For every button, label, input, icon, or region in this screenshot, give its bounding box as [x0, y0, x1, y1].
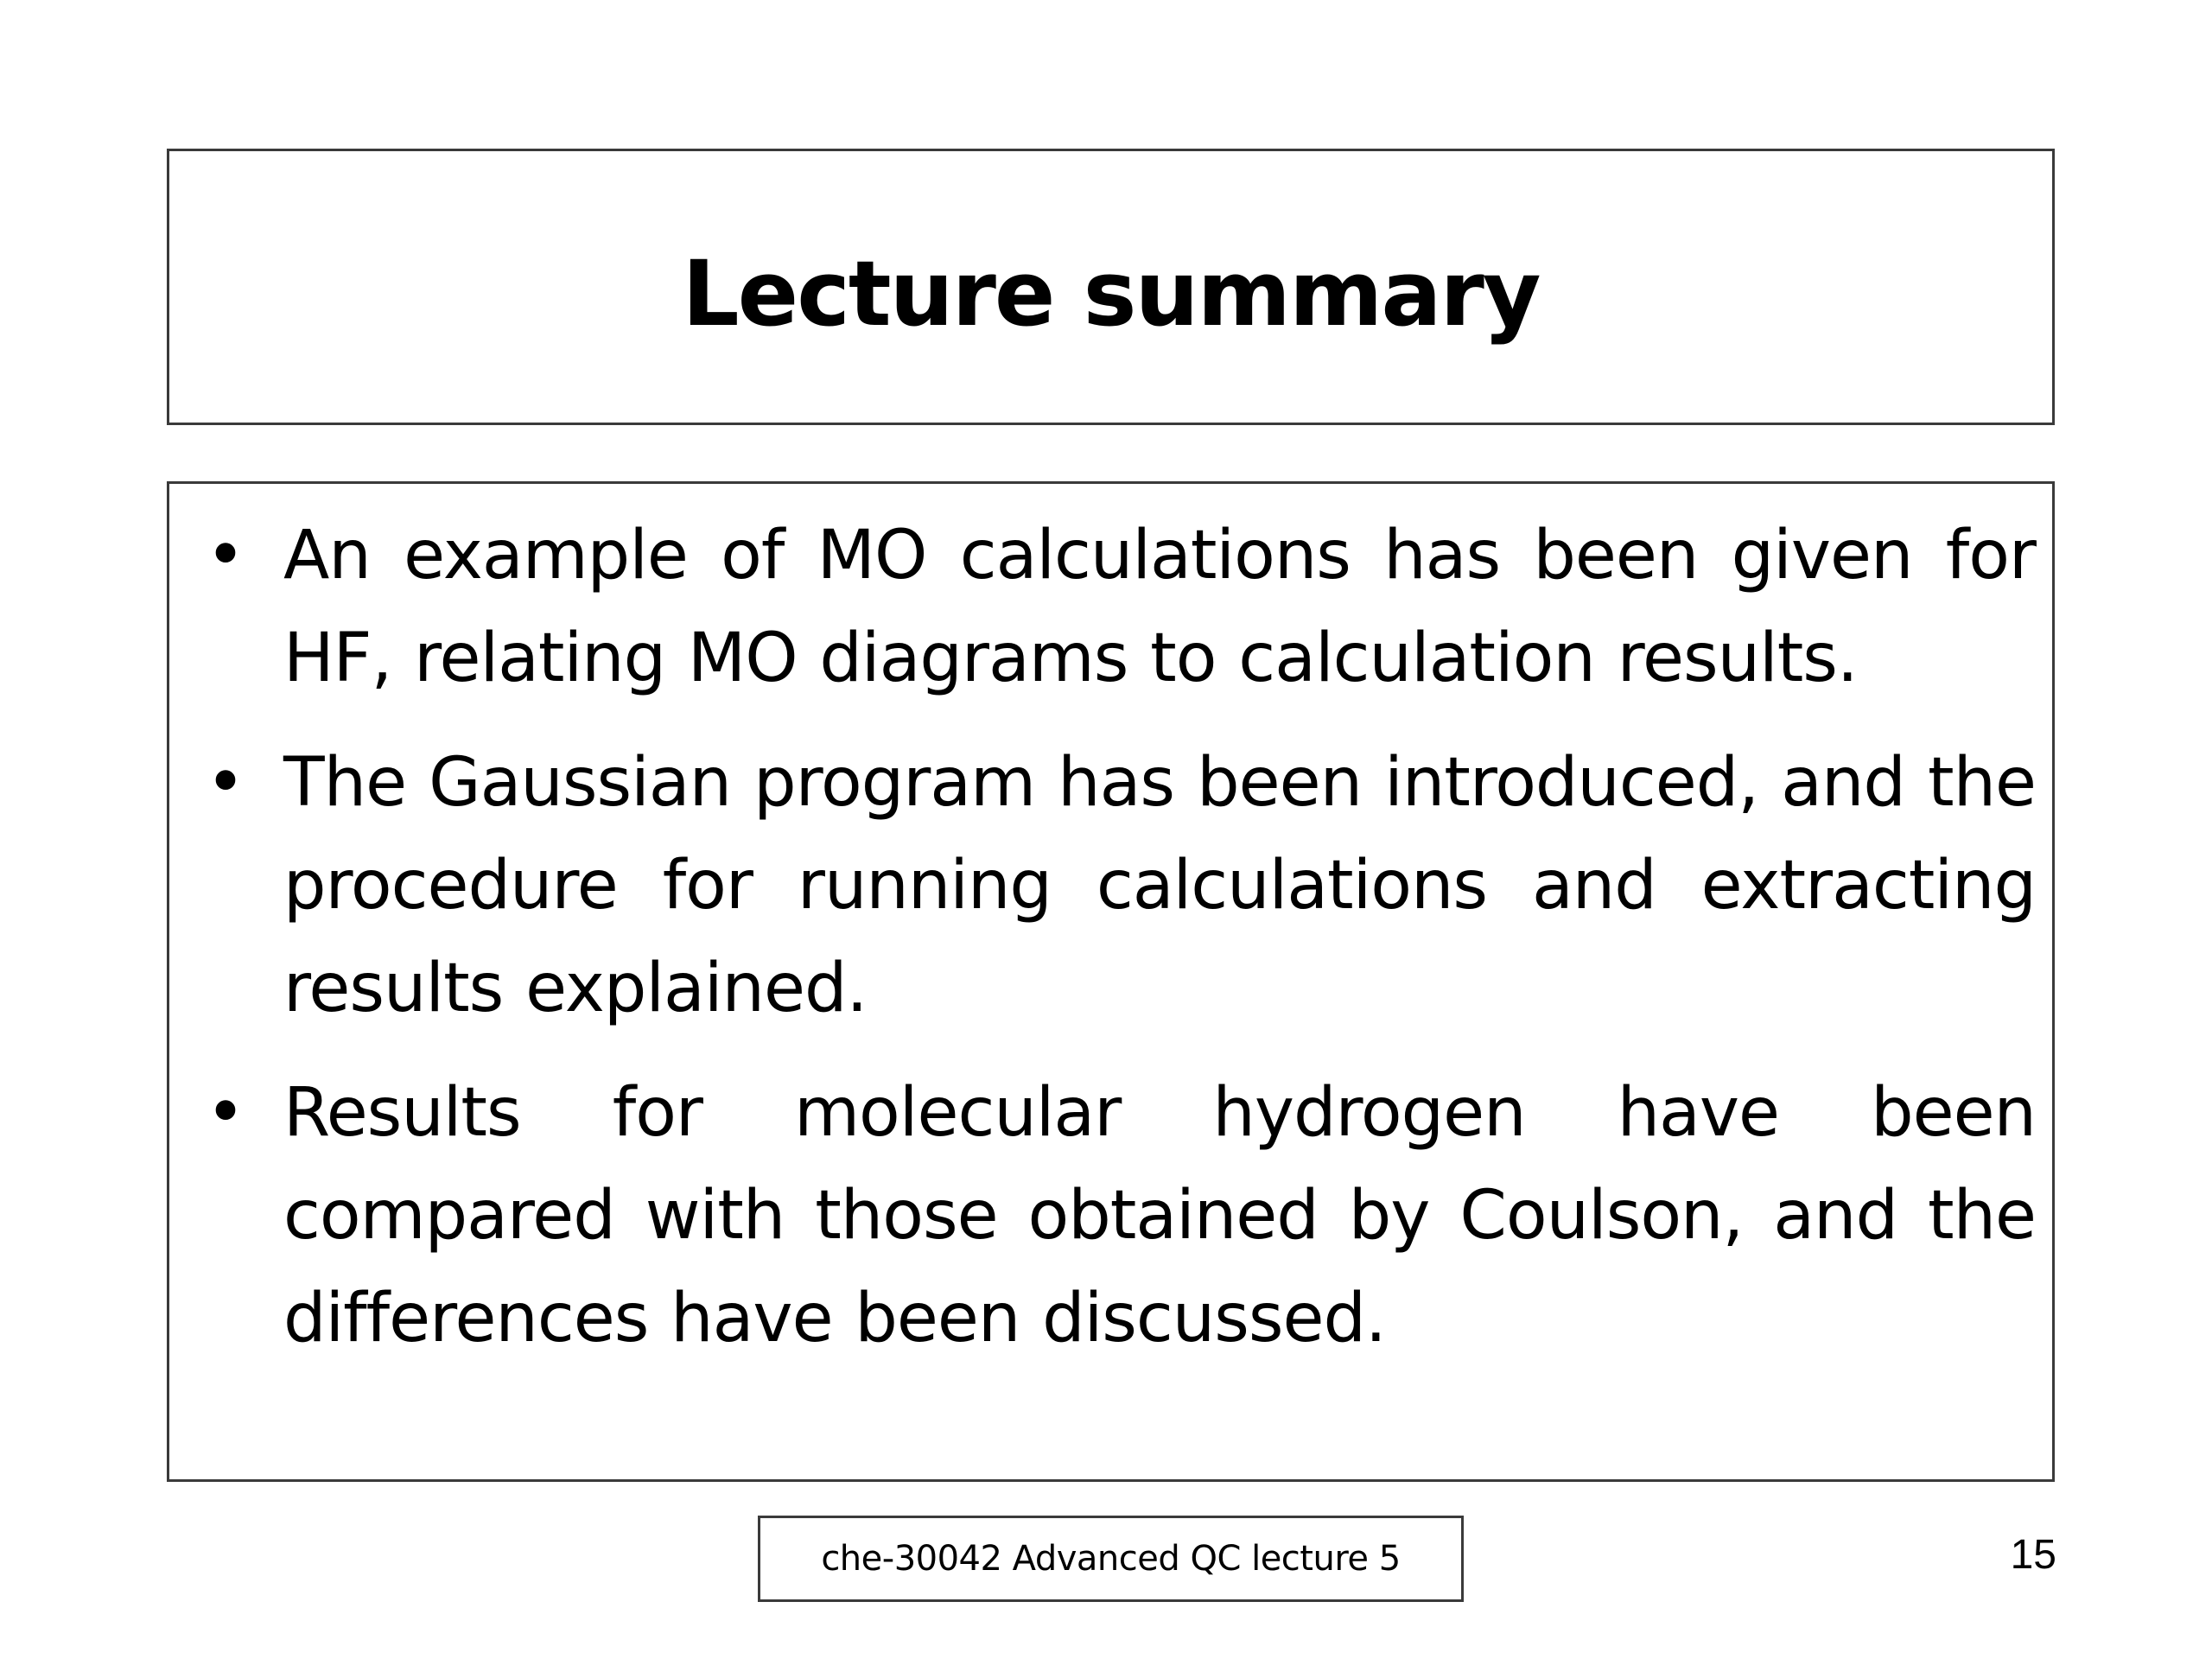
bullet-text-3: Results for molecular hydrogen have been compared with those obtained by Coulson, and the differences have been discussed. [283, 1074, 2036, 1357]
bullet-text-1: An example of MO calculations has been given for HF, relating MO diagrams to calculation results. [283, 517, 2036, 697]
bullet-item-3 [204, 1062, 2036, 1370]
slide-title: Lecture summary [682, 241, 1540, 346]
bullet-item-2 [204, 732, 2036, 1040]
bullet-icon: • [206, 1074, 245, 1152]
bullet-icon: • [206, 517, 245, 594]
bullet-text-2: The Gaussian program has been introduced, and the procedure for running calculations and extracting results explained. [283, 744, 2036, 1027]
bullet-item-1 [204, 505, 2036, 710]
footer-label-box [758, 1516, 1464, 1602]
footer-label: che-30042 Advanced QC lecture 5 [821, 1539, 1401, 1579]
bullet-list [204, 505, 2036, 1392]
bullet-icon: • [206, 744, 245, 822]
slide-title-box [167, 149, 2055, 425]
slide-content-box [167, 481, 2055, 1482]
page-number: 15 [2010, 1532, 2056, 1578]
